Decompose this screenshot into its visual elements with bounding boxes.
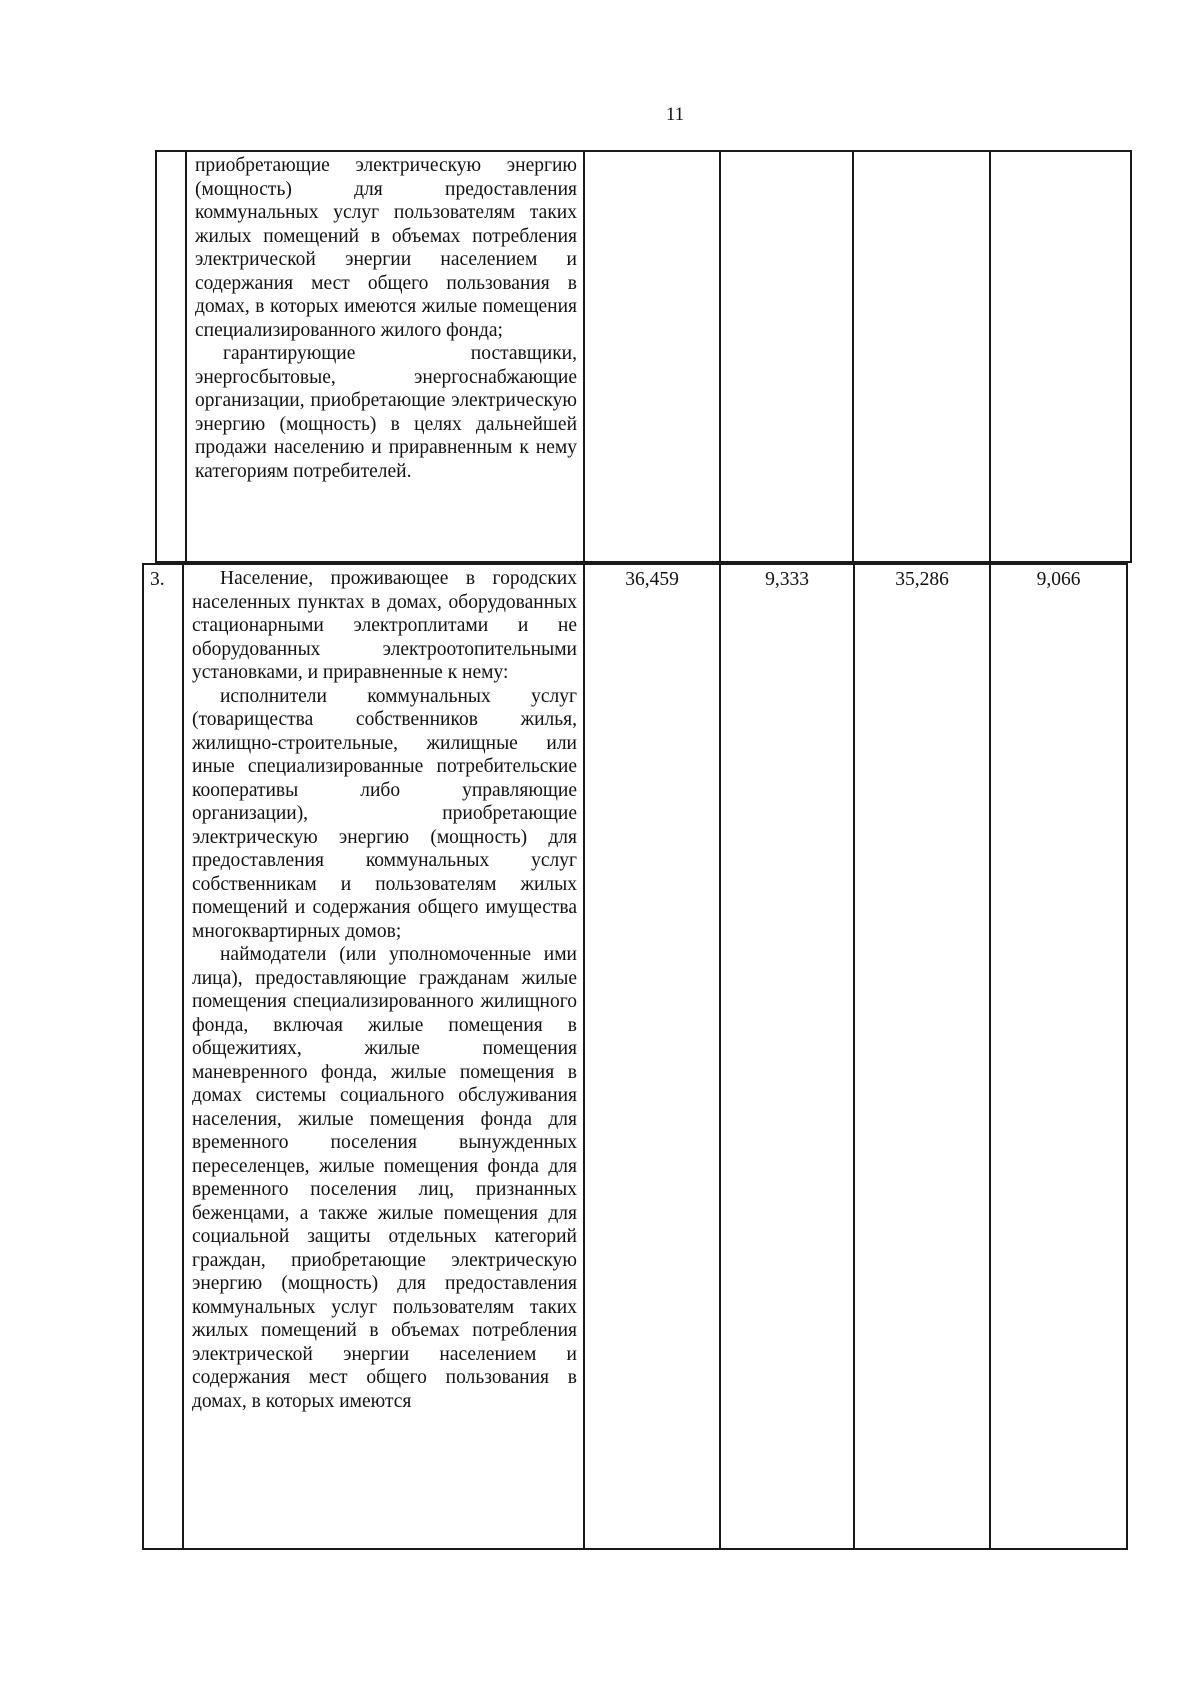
value-cell: 9,333 <box>720 564 854 1549</box>
value-cell <box>584 151 720 562</box>
value-cell <box>853 151 990 562</box>
description-paragraph: приобретающие электрическую энергию (мощность) для предоставления коммунальных услуг пользователям таких жилых помещений в объемах потребления электрической энергии населением и содержания мест общего пользования в домах, в которых имеются жилые помещения специализированного жилого фонда; <box>195 155 577 341</box>
description-paragraph: наймодатели (или уполномоченные ими лица), предоставляющие гражданам жилые помещения специализированного жилищного фонда, включая жилые помещения в общежитиях, жилые помещения маневренного фонда, жилые помещения в домах системы социального обслуживания населения, жилые помещения фонда для временного поселения вынужденных переселенцев, жилые помещения фонда для временного поселения лиц, признанных беженцами, а также жилые помещения для социальной защиты отдельных категорий граждан, приобретающие электрическую энергию (мощность) для предоставления коммунальных услуг пользователям таких жилых помещений в объемах потребления электрической энергии населением и содержания мест общего пользования в домах, в которых имеются <box>192 944 577 1412</box>
value-cell: 35,286 <box>854 564 990 1549</box>
description-paragraph: исполнители коммунальных услуг (товарищества собственников жилья, жилищно-строительные, жилищные или иные специализированные потребительские кооперативы либо управляющие организации), приобретающие электрическую энергию (мощность) для предоставления коммунальных услуг собственникам и пользователям жилых помещений и содержания общего имущества многоквартирных домов; <box>192 685 577 942</box>
description-paragraph: Население, проживающее в городских населенных пунктах в домах, оборудованных стационарными электроплитами и не оборудованных электроотопительными установками, и приравненные к нему: <box>192 568 577 683</box>
description-paragraph: гарантирующие поставщики, энергосбытовые, энергоснабжающие организации, приобретающие электрическую энергию (мощность) в целях дальнейшей продажи населению и приравненным к нему категориям потребителей. <box>195 343 577 482</box>
value-cell: 9,066 <box>990 564 1127 1549</box>
table-row <box>156 151 1131 562</box>
row-index-cell <box>156 151 186 562</box>
table-row <box>143 564 1127 1549</box>
value-cell: 36,459 <box>584 564 720 1549</box>
value-cell <box>990 151 1131 562</box>
table-row-3 <box>142 563 1128 1550</box>
table-continued-row <box>155 150 1132 563</box>
row-index-cell: 3. <box>143 564 183 1549</box>
description-cell <box>186 151 584 562</box>
value-cell <box>720 151 853 562</box>
description-cell <box>183 564 584 1549</box>
page-number: 11 <box>665 104 685 125</box>
